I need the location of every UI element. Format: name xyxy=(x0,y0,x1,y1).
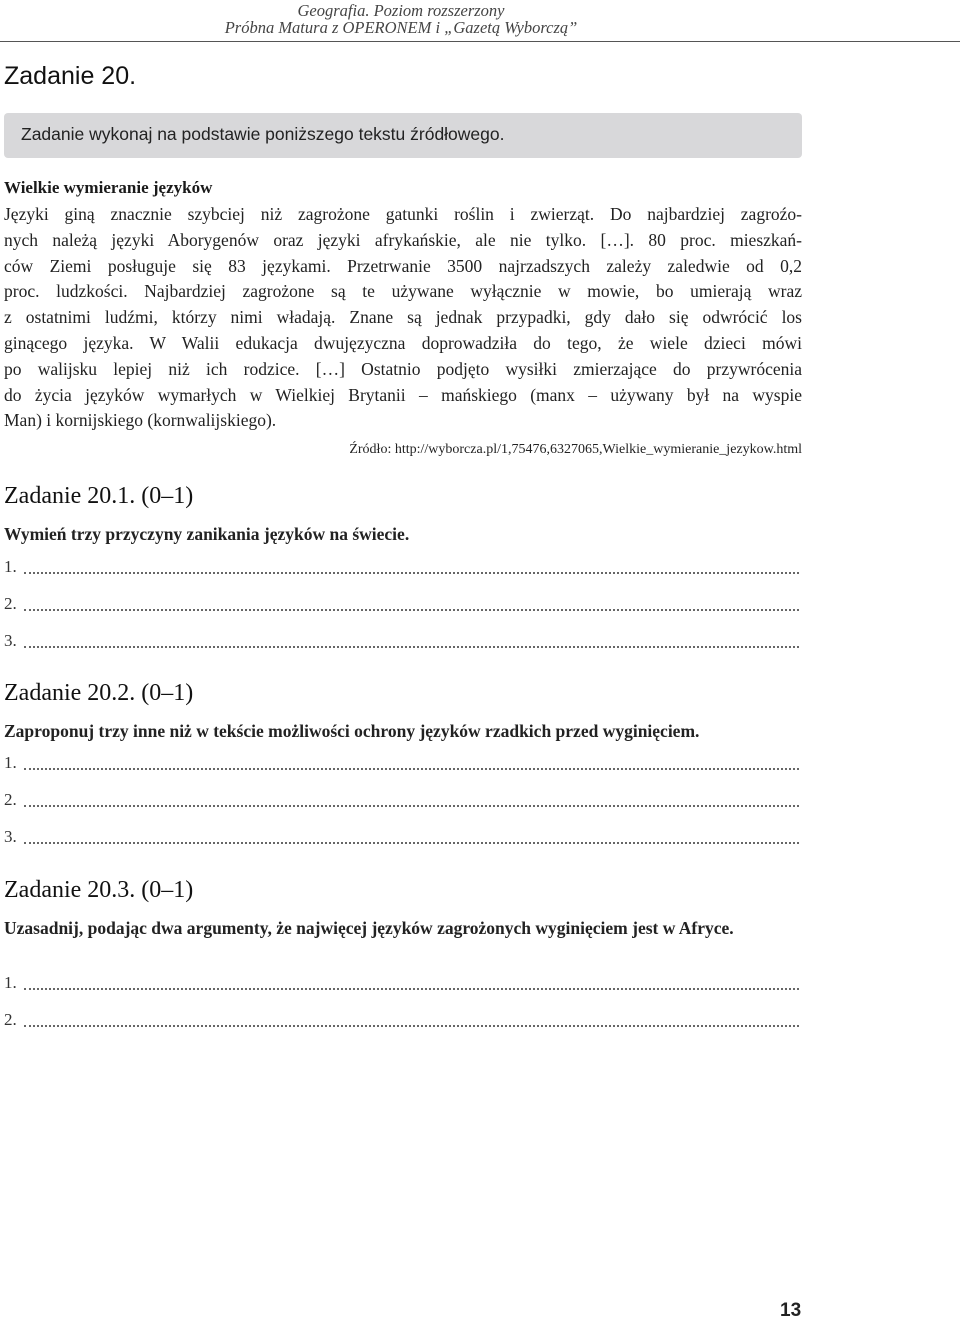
answer-dotted-line xyxy=(24,1025,799,1027)
answer-number: 2. xyxy=(4,594,17,613)
article-heading: Wielkie wymieranie języków xyxy=(4,178,213,197)
answer-line[interactable] xyxy=(4,1010,799,1030)
answer-number: 1. xyxy=(4,973,17,992)
answer-line[interactable] xyxy=(4,557,799,577)
article-line: do życia języków wymarłych w Wielkiej Brytanii – mańskiego (manx – używany był na wyspie xyxy=(4,384,802,405)
answer-line[interactable] xyxy=(4,827,799,847)
instruction-text: Zadanie wykonaj na podstawie poniższego tekstu źródłowego. xyxy=(21,124,505,144)
instruction-box xyxy=(4,113,802,158)
answer-number: 3. xyxy=(4,827,17,846)
article-line: z ostatnimi ludźmi, którzy nimi władają. Znane są jednak przypadki, gdy dało się odwrócić los xyxy=(4,307,802,328)
article-body xyxy=(4,202,802,434)
answer-dotted-line xyxy=(24,646,799,648)
answer-dotted-line xyxy=(24,805,799,807)
answer-line[interactable] xyxy=(4,594,799,614)
task-title: Zadanie 20. xyxy=(4,62,137,90)
answer-line[interactable] xyxy=(4,753,799,773)
answer-number: 1. xyxy=(4,557,17,576)
header-exam-name: Próbna Matura z OPERONEM i „Gazetą Wyborczą” xyxy=(224,18,578,37)
article-source: Źródło: http://wyborcza.pl/1,75476,6327065,Wielkie_wymieranie_jezykow.html xyxy=(349,442,802,457)
answer-number: 2. xyxy=(4,790,17,809)
article-line: ginącego języka. W Walii edukacja dwujęzyczna doprowadziła do tego, że wiele dzieci mówi xyxy=(4,332,802,353)
subtask-title: Zadanie 20.1. (0–1) xyxy=(4,483,194,509)
article-line: Man) i kornijskiego (kornwalijskiego). xyxy=(4,410,277,431)
subtask-title: Zadanie 20.2. (0–1) xyxy=(4,680,194,706)
answer-dotted-line xyxy=(24,609,799,611)
article-line: Języki giną znacznie szybciej niż zagrożone gatunki roślin i zwierząt. Do najbardziej zagroźo- xyxy=(4,204,802,224)
subtask-title: Zadanie 20.3. (0–1) xyxy=(4,877,194,903)
answer-number: 3. xyxy=(4,631,17,650)
subtask-question: Uzasadnij, podając dwa argumenty, że najwięcej języków zagrożonych wyginięciem jest w Afryce. xyxy=(4,918,734,938)
answer-line[interactable] xyxy=(4,973,799,993)
subtask-question: Wymień trzy przyczyny zanikania języków na świecie. xyxy=(4,524,410,544)
answer-dotted-line xyxy=(24,988,799,990)
page-header xyxy=(0,0,960,42)
article-line: po walijsku lepiej niż ich rodzice. […] Ostatnio podjęto wysiłki zmierzające do przywrócenia xyxy=(4,358,802,379)
answer-number: 1. xyxy=(4,753,17,772)
header-subject: Geografia. Poziom rozszerzony xyxy=(297,1,505,20)
answer-line[interactable] xyxy=(4,631,799,651)
article-line: ców Ziemi posługuje się 83 językami. Przetrwanie 3500 najrzadszych zależy zaledwie od 0,2 xyxy=(4,255,802,276)
answer-dotted-line xyxy=(24,768,799,770)
article-line: nych należą języki Aborygenów oraz języki afrykańskie, ale nie tylko. […]. 80 proc. mieszkań- xyxy=(4,229,802,250)
subtask-question: Zaproponuj trzy inne niż w tekście możliwości ochrony języków rzadkich przed wyginięciem. xyxy=(4,721,700,741)
answer-line[interactable] xyxy=(4,790,799,810)
answer-dotted-line xyxy=(24,572,799,574)
article-line: proc. ludzkości. Najbardziej zagrożone są te używane wyłącznie w mowie, bo umierają wraz xyxy=(4,281,802,302)
answer-number: 2. xyxy=(4,1010,17,1029)
header-divider xyxy=(0,41,960,42)
answer-dotted-line xyxy=(24,842,799,844)
page-number: 13 xyxy=(780,1300,802,1321)
